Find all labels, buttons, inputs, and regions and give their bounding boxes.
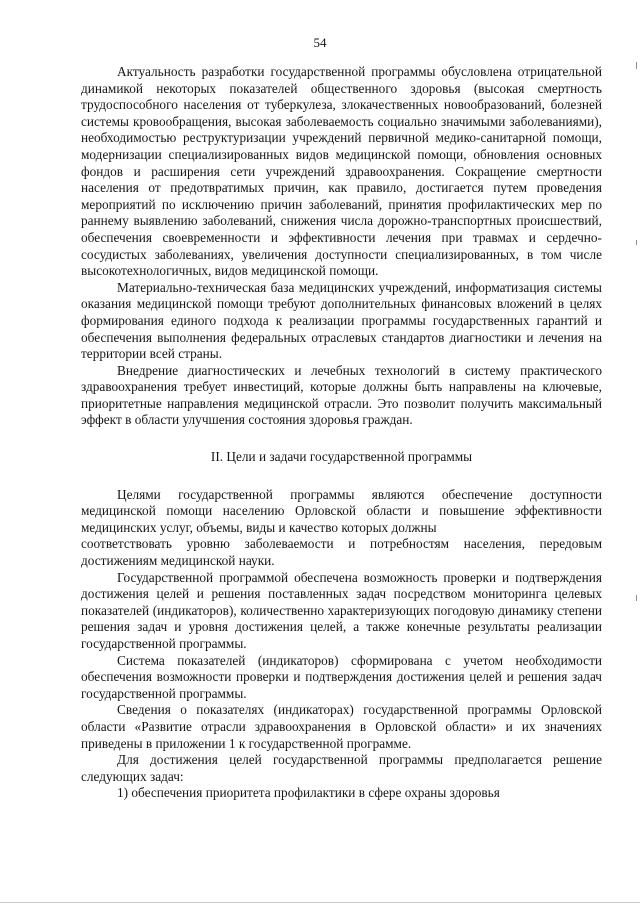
- paragraph-indicators-info: Сведения о показателях (индикаторах) государственной программы Орловской области «Развитие отрасли здравоохранения в Орловской области» и их значениях приведены в приложении 1 к государственной программе.: [81, 702, 602, 751]
- paragraph-technologies: Внедрение диагностических и лечебных технологий в систему практического здравоохранения требует инвестиций, которые должны быть направлены на ключевые, приоритетные направления медицинской отрасли. Это позволит получить максимальный эффект в области улучшения состояния здоровья граждан.: [81, 362, 602, 428]
- scan-edge-mark: [636, 62, 637, 69]
- paragraph-monitoring: Государственной программой обеспечена возможность проверки и подтверждения достижения целей и решения поставленных задач посредством мониторинга целевых показателей (индикаторов), количественно характеризующих погодовую динамику степени решения задач и уровня достижения целей, а также конечные результаты реализации государственной программы.: [81, 569, 602, 651]
- list-item-task-1: 1) обеспечения приоритета профилактики в сфере охраны здоровья: [117, 785, 500, 801]
- section-heading: II. Цели и задачи государственной программы: [210, 449, 473, 465]
- paragraph-goals-part2: соответствовать уровню заболеваемости и потребностям населения, передовым достижениям медицинской науки.: [81, 536, 602, 569]
- paragraph-material-base: Материально-техническая база медицинских учреждений, информатизация системы оказания медицинской помощи требуют дополнительных финансовых вложений в целях формирования единого подхода к реализации программы государственных гарантий и обеспечения выполнения федеральных отраслевых стандартов диагностики и лечения на территории всей страны.: [81, 279, 602, 362]
- paragraph-goals-part1: Целями государственной программы являются обеспечение доступности медицинской помощи населению Орловской области и повышение эффективности медицинских услуг, объемы, виды и качество которых должны: [81, 486, 602, 535]
- paragraph-tasks-intro: Для достижения целей государственной программы предполагается решение следующих задач:: [81, 752, 602, 784]
- paragraph-indicators-system: Система показателей (индикаторов) сформирована с учетом необходимости обеспечения возможности проверки и подтверждения достижения целей и решения задач государственной программы.: [81, 652, 602, 701]
- scan-edge-mark: [636, 240, 637, 245]
- page-number: 54: [313, 35, 327, 50]
- document-body: [81, 64, 602, 802]
- scan-bottom-edge: [0, 902, 640, 903]
- paragraph-relevance: Актуальность разработки государственной программы обусловлена отрицательной динамикой некоторых показателей общественного здоровья (высокая смертность трудоспособного населения от туберкулеза, злокачественных новообразований, болезней системы кровообращения, высокая заболеваемость социально значимыми заболеваниями), необходимостью реструктуризации учреждений первичной медико-санитарной помощи, модернизации специализированных видов медицинской помощи, обновления основных фондов и расширения сети учреждений здравоохранения. Сокращение смертности населения от предотвратимых причин, как правило, достигается путем проведения мероприятий по исключению причин заболеваний, принятия профилактических мер по раннему выявлению заболеваний, снижения числа дорожно-транспортных происшествий, обеспечения своевременности и эффективности лечения при травмах и сердечно-сосудистых заболеваниях, увеличения доступности специализированных, в том числе высокотехнологичных, видов медицинской помощи.: [81, 64, 602, 279]
- scan-edge-mark: [636, 595, 637, 601]
